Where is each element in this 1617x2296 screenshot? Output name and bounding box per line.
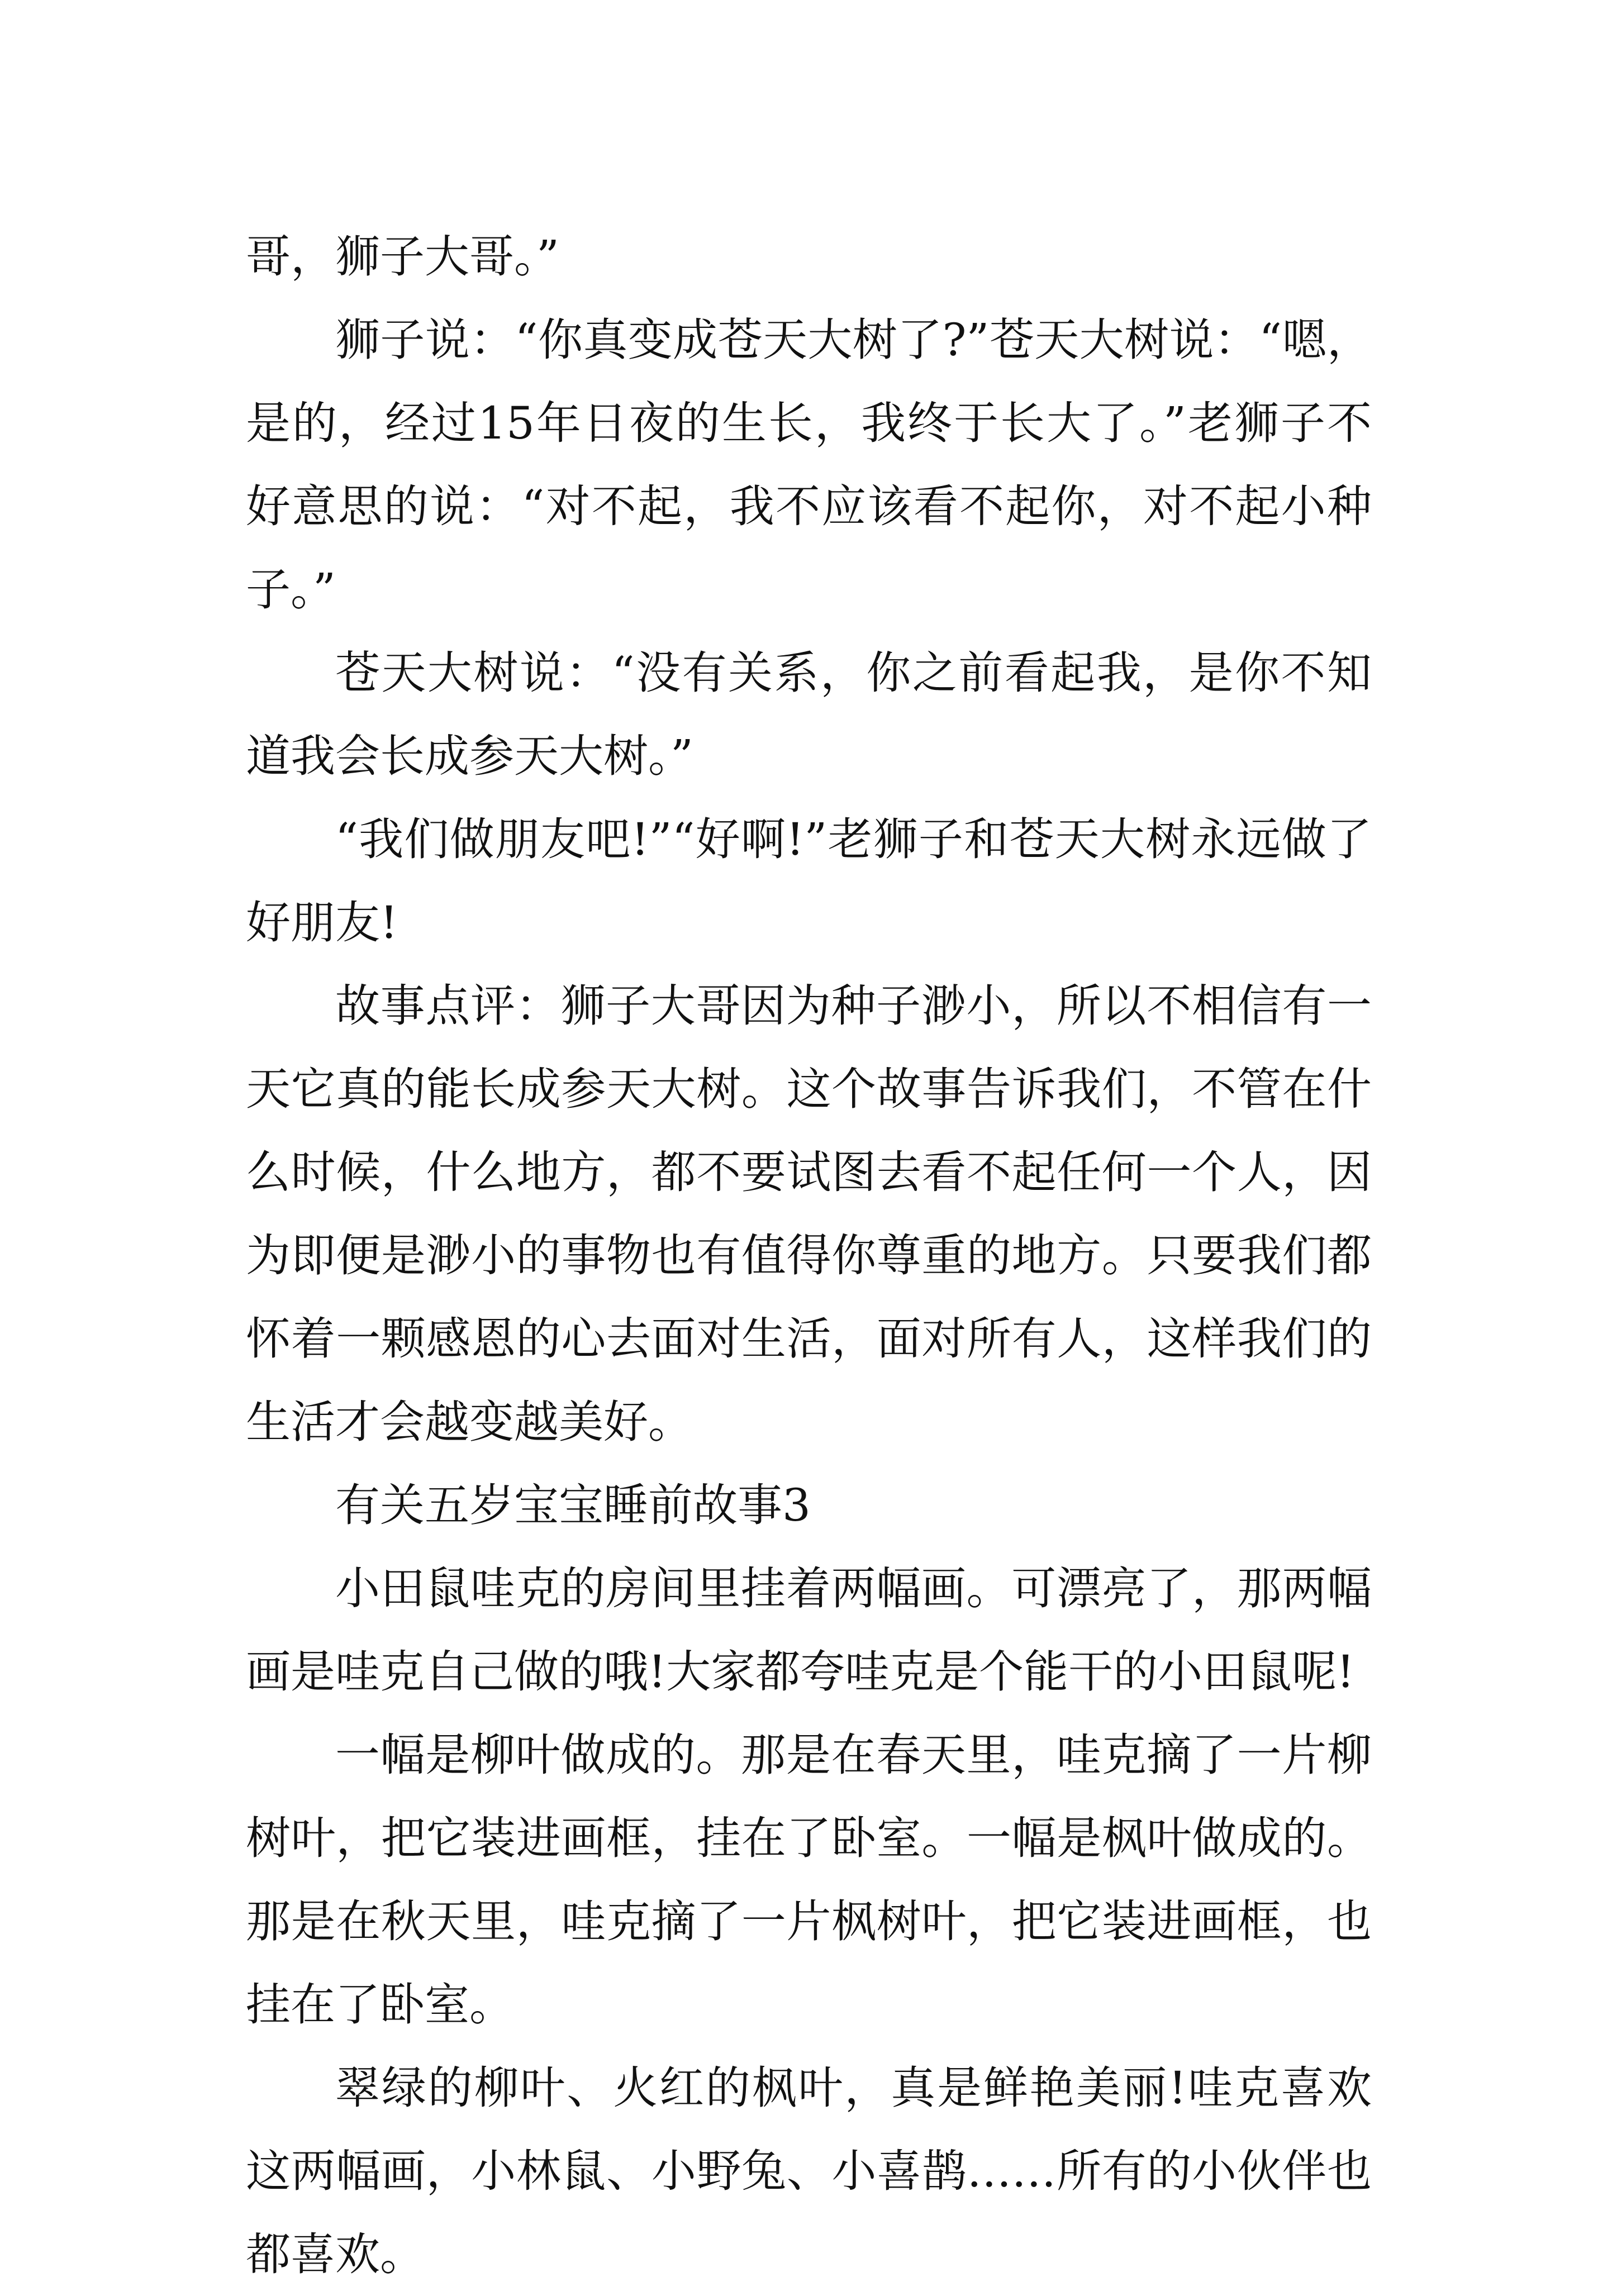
paragraph-9: 翠绿的柳叶、火红的枫叶，真是鲜艳美丽!哇克喜欢这两幅画，小林鼠、小野兔、小喜鹊……所有的小伙伴也都喜欢。	[246, 2062, 1372, 2280]
paragraph-1: 哥，狮子大哥。”	[246, 231, 559, 283]
paragraph-5: 故事点评：狮子大哥因为种子渺小，所以不相信有一天它真的能长成参天大树。这个故事告诉我们，不管在什么时候，什么地方，都不要试图去看不起任何一个人，因为即便是渺小的事物也有值得你尊重的地方。只要我们都怀着一颗感恩的心去面对生活，面对所有人，这样我们的生活才会越变越美好。	[246, 980, 1372, 1448]
document-body	[246, 215, 1372, 2296]
paragraph-8: 一幅是柳叶做成的。那是在春天里，哇克摘了一片柳树叶，把它装进画框，挂在了卧室。一幅是枫叶做成的。那是在秋天里，哇克摘了一片枫树叶，把它装进画框，也挂在了卧室。	[246, 1729, 1372, 2031]
section-heading: 有关五岁宝宝睡前故事3	[335, 1479, 811, 1531]
paragraph-3: 苍天大树说：“没有关系，你之前看起我，是你不知道我会长成参天大树。”	[246, 647, 1372, 782]
paragraph-4: “我们做朋友吧!”“好啊!”老狮子和苍天大树永远做了好朋友!	[246, 813, 1372, 949]
paragraph-7: 小田鼠哇克的房间里挂着两幅画。可漂亮了，那两幅画是哇克自己做的哦!大家都夸哇克是个能干的小田鼠呢!	[246, 1563, 1372, 1698]
paragraph-2: 狮子说：“你真变成苍天大树了?”苍天大树说：“嗯，是的，经过15年日夜的生长，我终于长大了。”老狮子不好意思的说：“对不起，我不应该看不起你，对不起小种子。”	[246, 314, 1372, 616]
